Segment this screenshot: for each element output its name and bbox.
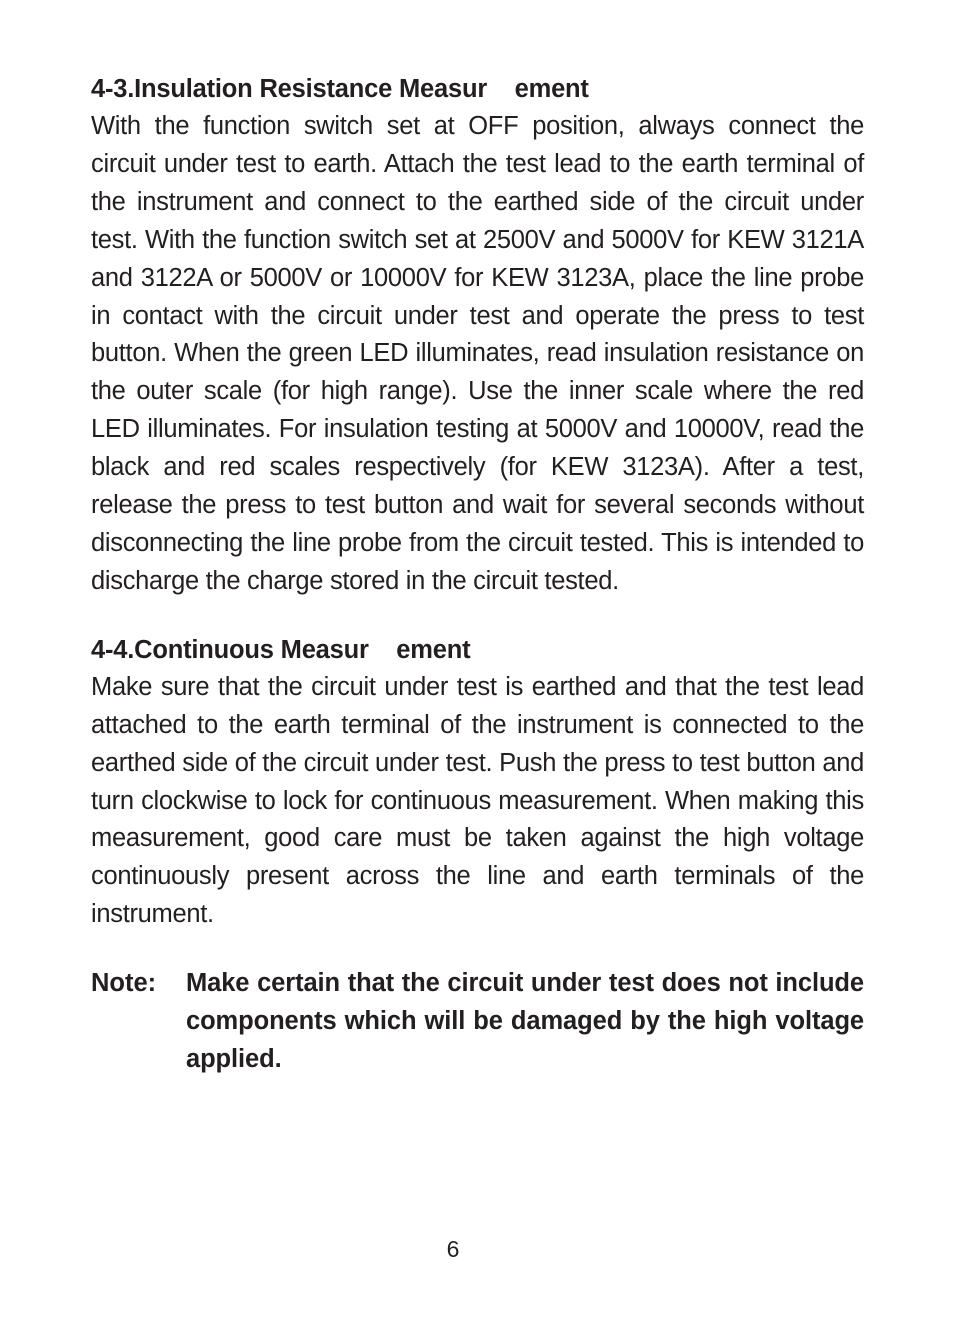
note-block <box>91 964 864 1078</box>
section-body: With the function switch set at OFF position, always connect the circuit under test to earth. Attach the test lead to the earth terminal of the instrument and connect to the earthed side of the circuit under test. With the function switch set at 2500V and 5000V for KEW 3121A and 3122A or 5000V or 10000V for KEW 3123A, place the line probe in contact with the circuit under test and operate the press to test button. When the green LED illuminates, read insulation resistance on the outer scale (for high range). Use the inner scale where the red LED illuminates. For insulation testing at 5000V and 10000V, read the black and red scales respectively (for KEW 3123A). After a test, release the press to test button and wait for several seconds without disconnecting the line probe from the circuit tested. This is intended to discharge the charge stored in the circuit tested. <box>91 112 864 595</box>
page-content <box>91 70 864 1078</box>
section-body: Make sure that the circuit under test is earthed and that the test lead attached to the earth terminal of the instrument is connected to the earthed side of the circuit under test. Push the press to test button and turn clockwise to lock for continuous measurement. When making this measurement, good care must be taken against the high voltage continuously present across the line and earth terminals of the instrument. <box>91 672 864 929</box>
section-continuous-measurement <box>91 631 864 934</box>
note-text: Make certain that the circuit under test does not include components which will be damaged by the high voltage applied. <box>186 969 864 1074</box>
page-number: 6 <box>446 1236 460 1262</box>
section-heading: 4-3.Insulation Resistance Measur ement <box>91 75 589 103</box>
section-heading: 4-4.Continuous Measur ement <box>91 635 471 664</box>
note-label: Note: <box>91 969 157 998</box>
section-insulation-resistance <box>91 70 864 601</box>
